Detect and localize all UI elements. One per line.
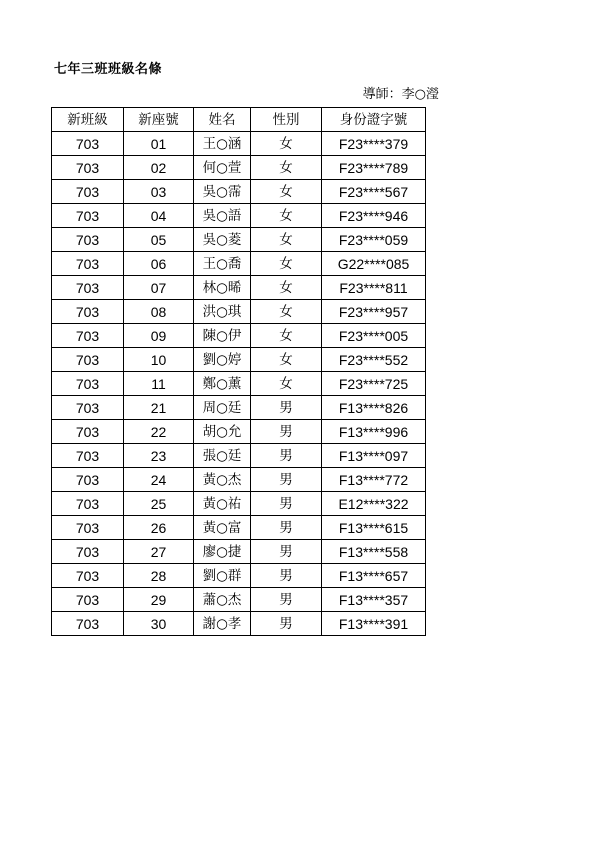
- gender-cell: 女: [251, 300, 322, 324]
- id-number-cell: F23****725: [322, 372, 426, 396]
- seat-number-cell: 03: [124, 180, 194, 204]
- seat-number-cell: 28: [124, 564, 194, 588]
- gender-cell: 女: [251, 324, 322, 348]
- table-row: [52, 300, 426, 324]
- name-cell: 吳○霈: [194, 180, 251, 204]
- seat-number-cell: 10: [124, 348, 194, 372]
- class-cell: 703: [52, 252, 124, 276]
- name-cell: 鄭○薰: [194, 372, 251, 396]
- class-cell: 703: [52, 348, 124, 372]
- gender-cell: 女: [251, 132, 322, 156]
- name-cell: 張○廷: [194, 444, 251, 468]
- seat-number-cell: 01: [124, 132, 194, 156]
- id-number-cell: F23****005: [322, 324, 426, 348]
- name-cell: 劉○婷: [194, 348, 251, 372]
- table-row: [52, 156, 426, 180]
- table-row: [52, 444, 426, 468]
- seat-number-cell: 29: [124, 588, 194, 612]
- gender-cell: 女: [251, 276, 322, 300]
- class-cell: 703: [52, 156, 124, 180]
- name-cell: 何○萱: [194, 156, 251, 180]
- table-row: [52, 468, 426, 492]
- gender-cell: 男: [251, 516, 322, 540]
- gender-cell: 男: [251, 564, 322, 588]
- id-number-cell: F13****391: [322, 612, 426, 636]
- name-cell: 王○涵: [194, 132, 251, 156]
- id-number-cell: F13****615: [322, 516, 426, 540]
- header-seat-number: 新座號: [124, 108, 194, 132]
- class-cell: 703: [52, 228, 124, 252]
- id-number-cell: F13****657: [322, 564, 426, 588]
- seat-number-cell: 26: [124, 516, 194, 540]
- class-cell: 703: [52, 372, 124, 396]
- class-cell: 703: [52, 180, 124, 204]
- seat-number-cell: 27: [124, 540, 194, 564]
- class-cell: 703: [52, 516, 124, 540]
- name-cell: 吳○菱: [194, 228, 251, 252]
- seat-number-cell: 08: [124, 300, 194, 324]
- table-row: [52, 180, 426, 204]
- gender-cell: 男: [251, 588, 322, 612]
- seat-number-cell: 25: [124, 492, 194, 516]
- id-number-cell: E12****322: [322, 492, 426, 516]
- id-number-cell: F23****811: [322, 276, 426, 300]
- header-id-number: 身份證字號: [322, 108, 426, 132]
- class-cell: 703: [52, 396, 124, 420]
- gender-cell: 男: [251, 420, 322, 444]
- class-cell: 703: [52, 444, 124, 468]
- name-cell: 陳○伊: [194, 324, 251, 348]
- class-cell: 703: [52, 468, 124, 492]
- seat-number-cell: 11: [124, 372, 194, 396]
- teacher-label: 導師：李○瀅: [362, 87, 439, 102]
- gender-cell: 男: [251, 468, 322, 492]
- id-number-cell: F23****059: [322, 228, 426, 252]
- table-row: [52, 372, 426, 396]
- table-row: [52, 324, 426, 348]
- table-row: [52, 348, 426, 372]
- seat-number-cell: 21: [124, 396, 194, 420]
- class-cell: 703: [52, 612, 124, 636]
- name-cell: 廖○捷: [194, 540, 251, 564]
- name-cell: 洪○琪: [194, 300, 251, 324]
- seat-number-cell: 05: [124, 228, 194, 252]
- name-cell: 劉○群: [194, 564, 251, 588]
- gender-cell: 男: [251, 396, 322, 420]
- name-cell: 吳○語: [194, 204, 251, 228]
- id-number-cell: G22****085: [322, 252, 426, 276]
- seat-number-cell: 22: [124, 420, 194, 444]
- gender-cell: 女: [251, 180, 322, 204]
- name-cell: 黃○富: [194, 516, 251, 540]
- class-cell: 703: [52, 540, 124, 564]
- gender-cell: 男: [251, 612, 322, 636]
- table-body: [52, 132, 426, 636]
- id-number-cell: F23****379: [322, 132, 426, 156]
- id-number-cell: F13****558: [322, 540, 426, 564]
- table-row: [52, 420, 426, 444]
- seat-number-cell: 30: [124, 612, 194, 636]
- id-number-cell: F13****826: [322, 396, 426, 420]
- page-title: 七年三班班級名條: [54, 62, 163, 77]
- name-cell: 林○晞: [194, 276, 251, 300]
- name-cell: 黃○杰: [194, 468, 251, 492]
- seat-number-cell: 07: [124, 276, 194, 300]
- class-roster-table: [51, 107, 426, 636]
- gender-cell: 女: [251, 372, 322, 396]
- name-cell: 謝○孝: [194, 612, 251, 636]
- class-cell: 703: [52, 324, 124, 348]
- header-gender: 性別: [251, 108, 322, 132]
- id-number-cell: F13****097: [322, 444, 426, 468]
- header-name: 姓名: [194, 108, 251, 132]
- table-row: [52, 588, 426, 612]
- table-header-row: [52, 108, 426, 132]
- seat-number-cell: 09: [124, 324, 194, 348]
- name-cell: 黃○祐: [194, 492, 251, 516]
- gender-cell: 女: [251, 252, 322, 276]
- seat-number-cell: 23: [124, 444, 194, 468]
- table-row: [52, 540, 426, 564]
- table-row: [52, 132, 426, 156]
- table-row: [52, 276, 426, 300]
- class-cell: 703: [52, 300, 124, 324]
- class-cell: 703: [52, 492, 124, 516]
- gender-cell: 女: [251, 204, 322, 228]
- header-class: 新班級: [52, 108, 124, 132]
- id-number-cell: F13****357: [322, 588, 426, 612]
- class-cell: 703: [52, 276, 124, 300]
- class-cell: 703: [52, 420, 124, 444]
- gender-cell: 女: [251, 156, 322, 180]
- gender-cell: 女: [251, 348, 322, 372]
- table-row: [52, 492, 426, 516]
- seat-number-cell: 04: [124, 204, 194, 228]
- id-number-cell: F23****567: [322, 180, 426, 204]
- id-number-cell: F13****996: [322, 420, 426, 444]
- class-cell: 703: [52, 588, 124, 612]
- table-row: [52, 204, 426, 228]
- seat-number-cell: 06: [124, 252, 194, 276]
- gender-cell: 男: [251, 492, 322, 516]
- class-cell: 703: [52, 564, 124, 588]
- id-number-cell: F23****789: [322, 156, 426, 180]
- seat-number-cell: 24: [124, 468, 194, 492]
- gender-cell: 女: [251, 228, 322, 252]
- table-row: [52, 228, 426, 252]
- table-row: [52, 396, 426, 420]
- id-number-cell: F13****772: [322, 468, 426, 492]
- class-cell: 703: [52, 132, 124, 156]
- table-row: [52, 252, 426, 276]
- name-cell: 蕭○杰: [194, 588, 251, 612]
- id-number-cell: F23****957: [322, 300, 426, 324]
- name-cell: 胡○允: [194, 420, 251, 444]
- seat-number-cell: 02: [124, 156, 194, 180]
- table-row: [52, 516, 426, 540]
- id-number-cell: F23****946: [322, 204, 426, 228]
- gender-cell: 男: [251, 444, 322, 468]
- name-cell: 周○廷: [194, 396, 251, 420]
- table-row: [52, 564, 426, 588]
- table-row: [52, 612, 426, 636]
- name-cell: 王○喬: [194, 252, 251, 276]
- gender-cell: 男: [251, 540, 322, 564]
- id-number-cell: F23****552: [322, 348, 426, 372]
- class-cell: 703: [52, 204, 124, 228]
